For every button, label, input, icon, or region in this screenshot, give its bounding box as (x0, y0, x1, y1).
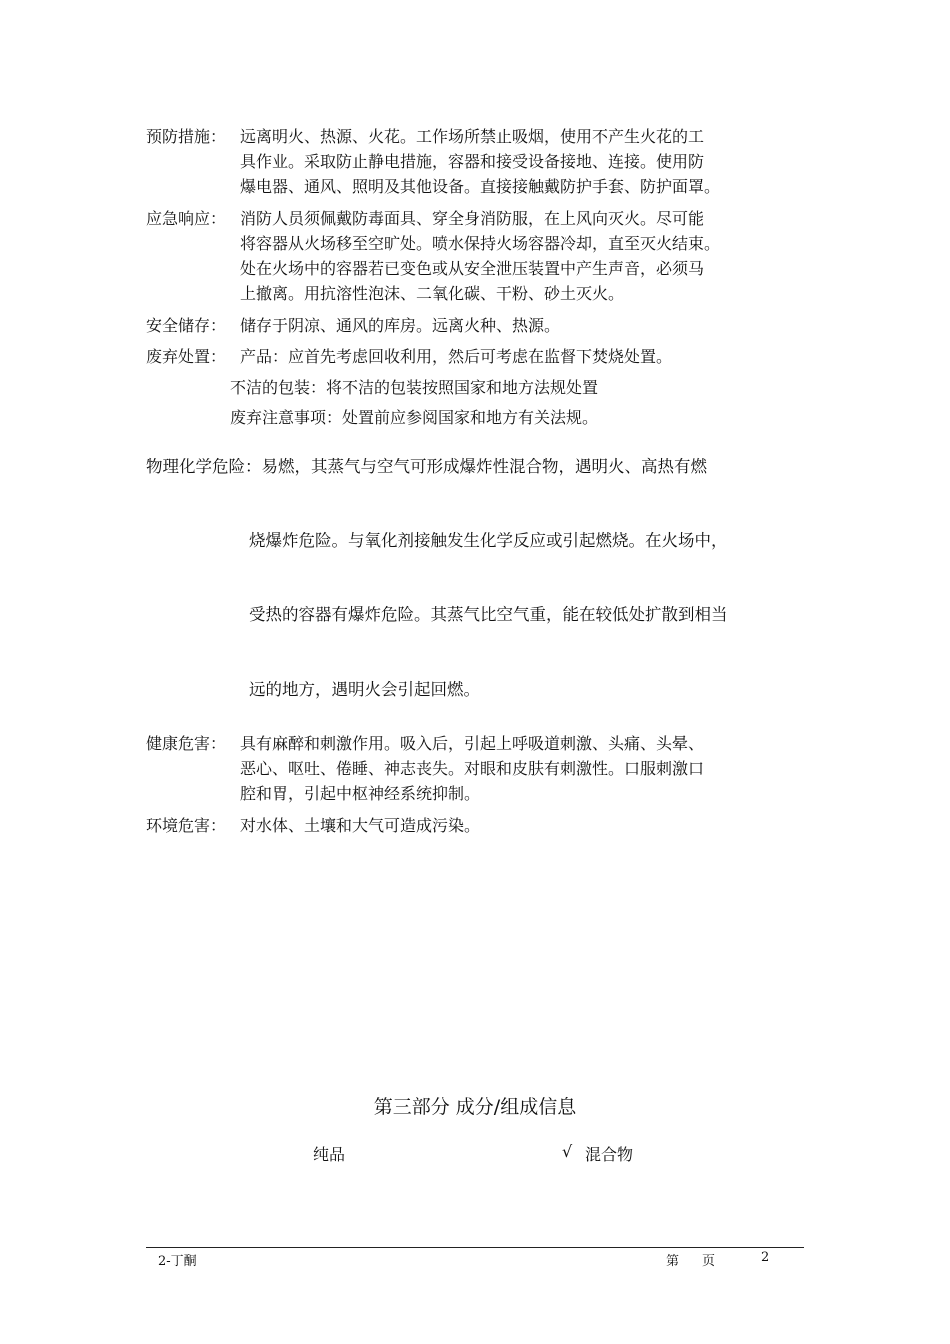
disposal-notes: 废弃注意事项：处置前应参阅国家和地方有关法规。 (230, 408, 599, 427)
footer-page-number: 2 (761, 1250, 770, 1265)
disposal-package: 不洁的包装：将不洁的包装按照国家和地方法规处置 (230, 378, 599, 397)
storage-body (240, 313, 806, 338)
health-body (240, 731, 806, 806)
footer-divider (146, 1247, 804, 1248)
physical-hazard-line: 烧爆炸危险。与氧化剂接触发生化学反应或引起燃烧。在火场中， (249, 531, 728, 550)
emergency-line: 将容器从火场移至空旷处。喷水保持火场容器冷却，直至灭火结束。 (240, 234, 721, 253)
emergency-line: 消防人员须佩戴防毒面具、穿全身消防服，在上风向灭火。尽可能 (240, 209, 705, 228)
footer-page-label-second: 页 (702, 1254, 716, 1269)
environment-text: 对水体、土壤和大气可造成污染。 (240, 816, 481, 835)
physical-hazard-line: 受热的容器有爆炸危险。其蒸气比空气重，能在较低处扩散到相当 (249, 605, 728, 624)
health-line: 腔和胃，引起中枢神经系统抑制。 (240, 784, 481, 803)
prevention-line: 远离明火、热源、火花。工作场所禁止吸烟，使用不产生火花的工 (240, 127, 705, 146)
pure-substance-option: 纯品 (313, 1145, 346, 1164)
emergency-line: 上撤离。用抗溶性泡沫、二氧化碳、干粉、砂土灭火。 (240, 284, 625, 303)
storage-text: 储存于阴凉、通风的库房。远离火种、热源。 (240, 316, 561, 335)
prevention-label: 预防措施： (146, 127, 227, 146)
emergency-label: 应急响应： (146, 209, 227, 228)
footer-page-label-first: 第 (666, 1254, 680, 1269)
physical-hazard-first-line: 物理化学危险：易燃，其蒸气与空气可形成爆炸性混合物，遇明火、高热有燃 (146, 457, 707, 476)
physical-hazard-line: 远的地方，遇明火会引起回燃。 (249, 680, 480, 699)
prevention-line: 爆电器、通风、照明及其他设备。直接接触戴防护手套、防护面罩。 (240, 177, 721, 196)
disposal-text: 产品：应首先考虑回收利用，然后可考虑在监督下焚烧处置。 (240, 347, 673, 366)
mixture-checkmark: √ (562, 1142, 573, 1161)
prevention-body (240, 124, 806, 199)
health-label: 健康危害： (146, 734, 227, 753)
footer-product-name: 2-丁酮 (158, 1254, 197, 1269)
environment-label: 环境危害： (146, 816, 227, 835)
disposal-body (240, 344, 806, 369)
storage-label: 安全储存： (146, 316, 227, 335)
mixture-option: 混合物 (585, 1145, 634, 1164)
emergency-line: 处在火场中的容器若已变色或从安全泄压装置中产生声音，必须马 (240, 259, 705, 278)
environment-body (240, 813, 806, 838)
health-line: 具有麻醉和刺激作用。吸入后，引起上呼吸道刺激、头痛、头晕、 (240, 734, 705, 753)
emergency-body (240, 206, 806, 306)
prevention-line: 具作业。采取防止静电措施，容器和接受设备接地、连接。使用防 (240, 152, 705, 171)
section-3-title: 第三部分 成分/组成信息 (373, 1096, 577, 1118)
disposal-label: 废弃处置： (146, 347, 227, 366)
health-line: 恶心、呕吐、倦睡、神志丧失。对眼和皮肤有刺激性。口服刺激口 (240, 759, 705, 778)
